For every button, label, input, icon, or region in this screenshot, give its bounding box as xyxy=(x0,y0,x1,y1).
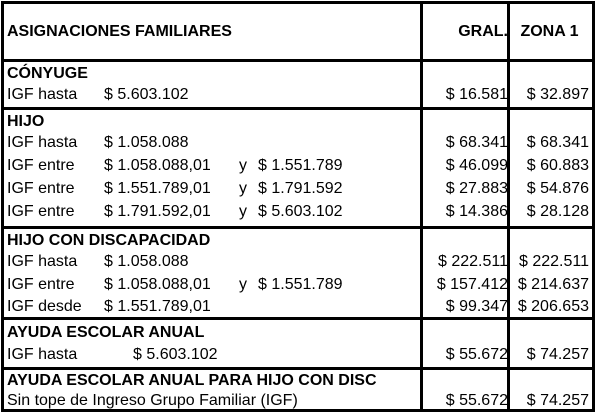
row-label: IGF hasta xyxy=(7,86,78,103)
row-from: $ 1.551.789,01 xyxy=(104,180,211,197)
value-zona: $ 74.257 xyxy=(526,346,589,363)
row-label: Sin tope de Ingreso Grupo Familiar (IGF) xyxy=(7,392,298,409)
row-to: $ 1.791.592 xyxy=(258,180,343,197)
value-gral: $ 46.099 xyxy=(445,157,508,174)
row-from: $ 1.058.088,01 xyxy=(104,276,211,293)
value-gral: $ 68.341 xyxy=(445,134,508,151)
row-connector: y xyxy=(239,203,247,220)
row-connector: y xyxy=(239,157,247,174)
section-title: AYUDA ESCOLAR ANUAL xyxy=(7,324,205,341)
row-label: IGF entre xyxy=(7,203,75,220)
column-header-gral: GRAL. xyxy=(458,23,508,40)
header-row xyxy=(4,4,592,62)
section-ayuda-escolar-disc xyxy=(4,370,592,409)
value-gral: $ 16.581 xyxy=(445,86,508,103)
row-label: IGF entre xyxy=(7,157,75,174)
section-title: CÓNYUGE xyxy=(7,65,88,82)
section-hijo xyxy=(4,110,592,229)
section-discapacidad xyxy=(4,229,592,320)
row-from: $ 1.791.592,01 xyxy=(104,203,211,220)
row-connector: y xyxy=(239,276,247,293)
column-header-zona: ZONA 1 xyxy=(520,23,579,40)
row-from: $ 1.058.088,01 xyxy=(104,157,211,174)
row-to: $ 1.551.789 xyxy=(258,276,343,293)
row-to: $ 1.551.789 xyxy=(258,157,343,174)
row-from: $ 1.058.088 xyxy=(104,253,189,270)
row-from: $ 1.551.789,01 xyxy=(104,298,211,315)
value-zona: $ 60.883 xyxy=(526,157,589,174)
value-zona: $ 28.128 xyxy=(526,203,589,220)
value-gral: $ 14.386 xyxy=(445,203,508,220)
row-from: $ 5.603.102 xyxy=(104,86,189,103)
value-gral: $ 55.672 xyxy=(445,346,508,363)
row-label: IGF entre xyxy=(7,276,75,293)
value-gral: $ 222.511 xyxy=(438,253,508,270)
value-zona: $ 68.341 xyxy=(526,134,589,151)
row-label: IGF hasta xyxy=(7,134,78,151)
section-title: HIJO xyxy=(7,113,45,130)
value-gral: $ 55.672 xyxy=(445,392,508,409)
row-label: IGF entre xyxy=(7,180,75,197)
value-zona: $ 74.257 xyxy=(526,392,589,409)
value-zona: $ 206.653 xyxy=(517,298,589,315)
row-label: IGF hasta xyxy=(7,346,78,363)
value-zona: $ 32.897 xyxy=(526,86,589,103)
section-title: HIJO CON DISCAPACIDAD xyxy=(7,232,211,249)
value-gral: $ 27.883 xyxy=(445,180,508,197)
section-ayuda-escolar xyxy=(4,320,592,370)
asignaciones-table xyxy=(1,1,595,412)
row-label: IGF hasta xyxy=(7,253,78,270)
row-connector: y xyxy=(239,180,247,197)
row-to: $ 5.603.102 xyxy=(258,203,343,220)
value-gral: $ 157.412 xyxy=(436,276,508,293)
value-zona: $ 214.637 xyxy=(517,276,589,293)
value-zona: $ 54.876 xyxy=(526,180,589,197)
value-zona: $ 222.511 xyxy=(519,253,589,270)
section-conyuge xyxy=(4,62,592,110)
table-title: ASIGNACIONES FAMILIARES xyxy=(7,23,232,40)
row-from: $ 5.603.102 xyxy=(133,346,218,363)
section-title: AYUDA ESCOLAR ANUAL PARA HIJO CON DISC xyxy=(7,372,377,389)
row-from: $ 1.058.088 xyxy=(104,134,189,151)
value-gral: $ 99.347 xyxy=(445,298,508,315)
row-label: IGF desde xyxy=(7,298,82,315)
